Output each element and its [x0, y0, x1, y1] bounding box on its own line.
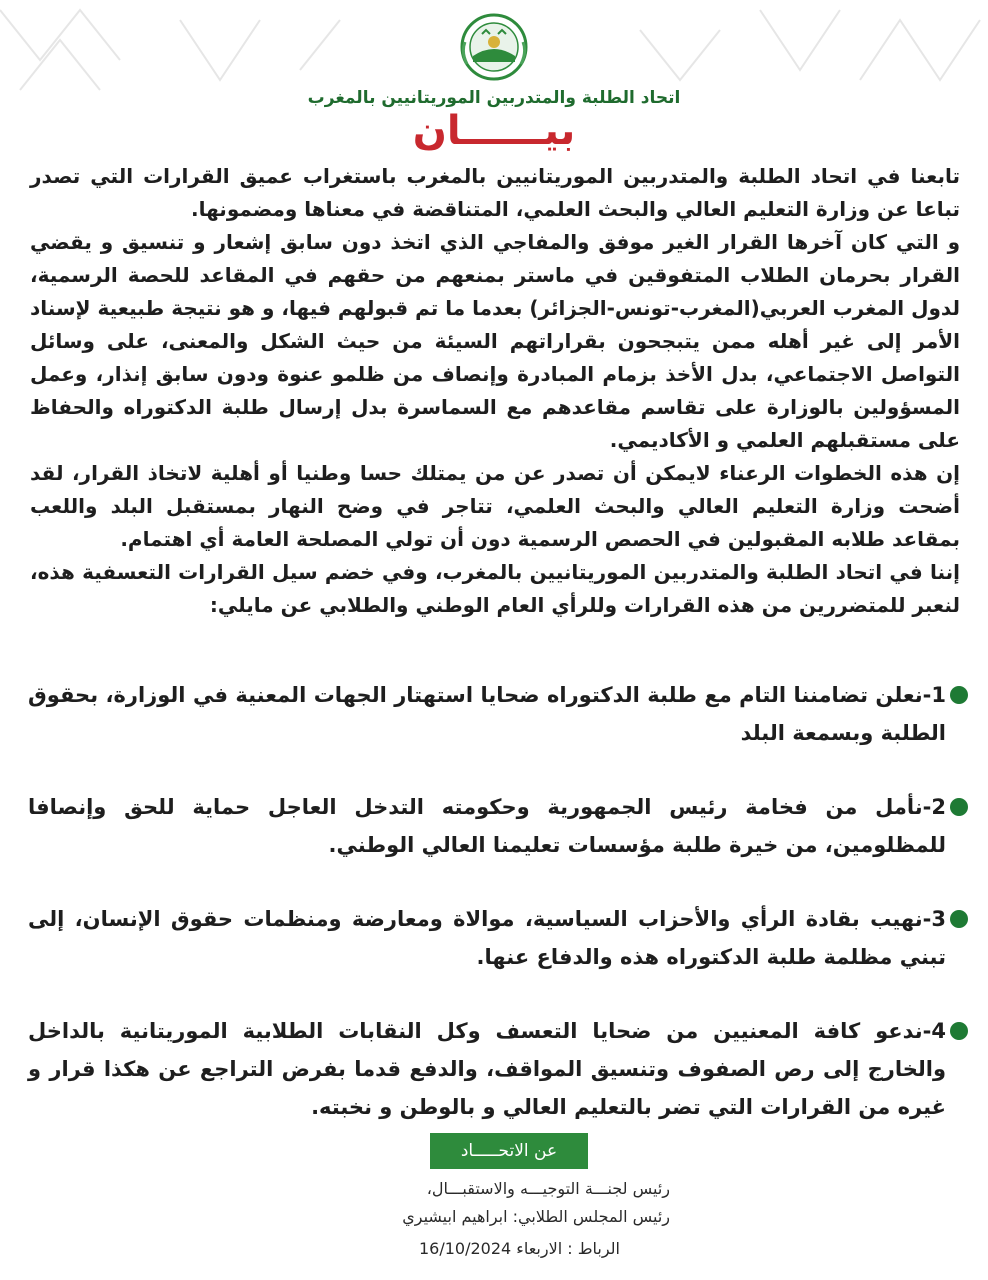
place-and-date: الرباط : الاربعاء 16/10/2024 [418, 1239, 620, 1258]
bullet-icon [950, 798, 968, 816]
bullet-icon [950, 686, 968, 704]
statement-body [30, 160, 960, 622]
paragraph-criticism: إن هذه الخطوات الرعناء لايمكن أن تصدر عن من يمتلك حسا وطنيا أو أهلية لاتخاذ القرار، لقد أضحت وزارة التعليم العالي والبحث العلمي، تتاجر في وضح النهار بمستقبل البلد واللعب بمقاعد طلابه المقبولين في الحصص الرسمية دون أن تولي المصلحة العامة أي اهتمام. [30, 461, 960, 551]
list-item [28, 676, 968, 752]
bullet-icon [950, 1022, 968, 1040]
list-item [28, 1012, 968, 1126]
signature-badge: عن الاتحـــــاد [430, 1133, 588, 1169]
point-text: 4-ندعو كافة المعنيين من ضحايا التعسف وكل النقابات الطلابية الموريتانية بالداخل والخارج إلى رص الصفوف وتنسيق المواقف، والدفع قدما بفرض التراجع عن هكذا قرار و غيره من القرارات التي تضر بالتعليم العالي و بالوطن و نخبته. [28, 1019, 946, 1119]
point-text: 2-نأمل من فخامة رئيس الجمهورية وحكومته التدخل العاجل حماية للحق وإنصافا للمظلومين، من خيرة طلبة مؤسسات تعليمنا العالي الوطني. [28, 795, 946, 857]
signatory-president: رئيس المجلس الطلابي: ابراهيم ابيشيري [402, 1207, 670, 1226]
letterhead [0, 12, 988, 108]
demands-list [28, 676, 968, 1162]
point-text: 3-نهيب بقادة الرأي والأحزاب السياسية، موالاة ومعارضة ومنظمات حقوق الإنسان، إلى تبني مظلمة طلبة الدكتوراه هذه والدفاع عنها. [28, 907, 946, 969]
paragraph-decision: و التي كان آخرها القرار الغير موفق والمفاجي الذي اتخذ دون سابق إشعار و تنسيق و يقضي القرار بحرمان الطلاب المتفوقين في ماستر بمنعهم من حقهم في المقاعد للحصة الرسمية، لدول المغرب العربي(المغرب-تونس-الجزائر) بعدما ما تم قبولهم فيها، و هو نتيجة طبيعية لإسناد الأمر إلى غير أهله ممن يتبجحون بقراراتهم السيئة من حيث الشكل والمعنى، على وسائل التواصل الاجتماعي، بدل الأخذ بزمام المبادرة وإنصاف من ظلمو عنوة ودون سابق إنذار، وعمل المسؤولين بالوزارة على تقاسم مقاعدهم مع السماسرة بدل إرسال طلبة الدكتوراه والحفاظ على مستقبلهم العلمي و الأكاديمي. [30, 230, 960, 452]
point-text: 1-نعلن تضامننا التام مع طلبة الدكتوراه ضحايا استهتار الجهات المعنية في الوزارة، بحقوق الطلبة وبسمعة البلد [28, 683, 946, 745]
signatory-committee: رئيس لجنـــة التوجيـــه والاستقبـــال، [426, 1179, 670, 1198]
union-emblem-icon [455, 12, 533, 82]
paragraph-declaration: إننا في اتحاد الطلبة والمتدربين الموريتانيين بالمغرب، وفي خضم سيل القرارات التعسفية هذه، لنعبر للمتضررين من هذه القرارات وللرأي العام الوطني والطلابي عن مايلي: [30, 560, 960, 617]
document-title: بيــــــان [412, 108, 576, 154]
bullet-icon [950, 910, 968, 928]
list-item [28, 788, 968, 864]
organization-name: اتحاد الطلبة والمتدربين الموريتانيين بالمغرب [307, 88, 681, 108]
paragraph-intro: تابعنا في اتحاد الطلبة والمتدربين الموريتانيين بالمغرب باستغراب عميق القرارات التي تصدر تباعا عن وزارة التعليم العالي والبحث العلمي، المتناقضة في معناها ومضمونها. [30, 164, 960, 221]
list-item [28, 900, 968, 976]
